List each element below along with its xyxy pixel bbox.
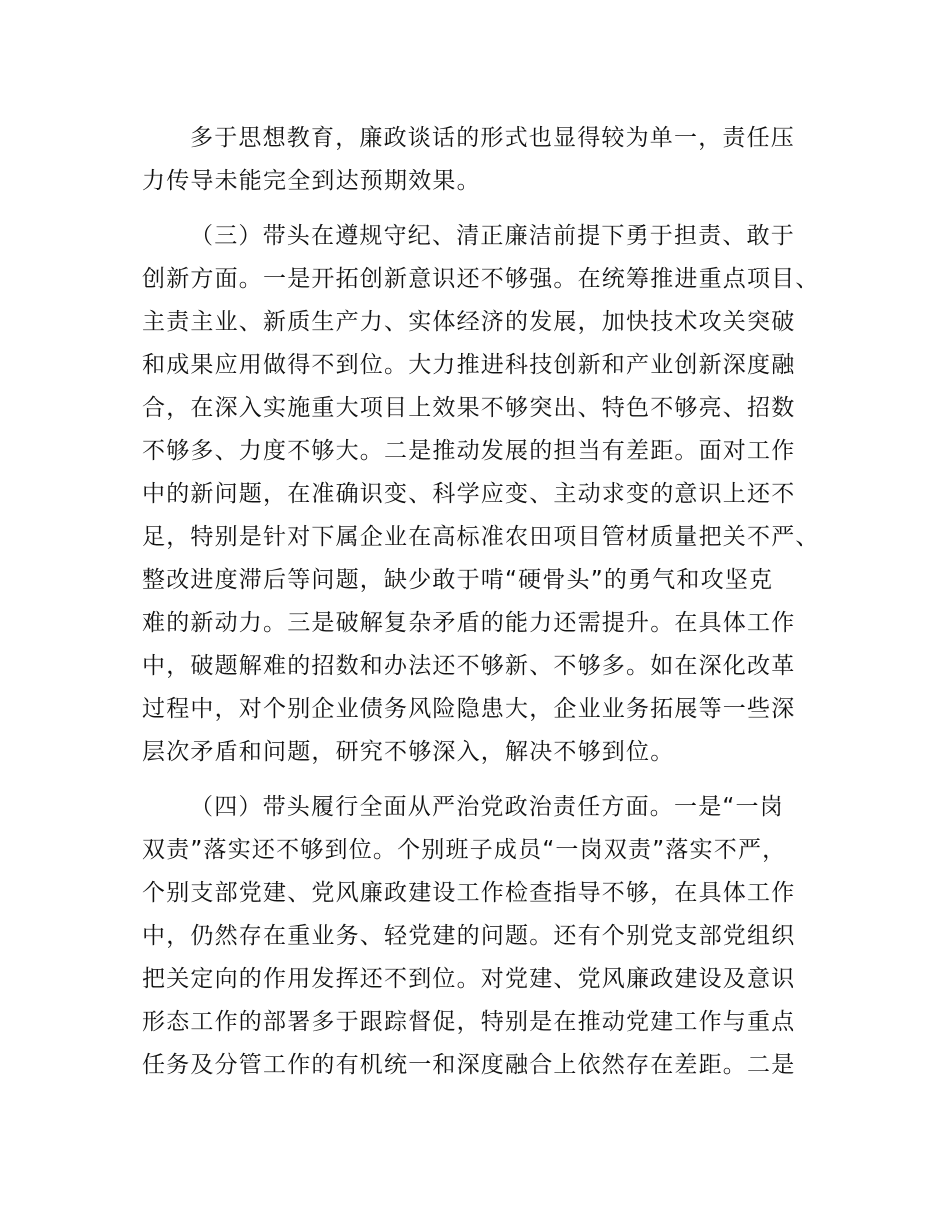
- paragraph-line: 整改进度滞后等问题，缺少敢于啃“硬骨头”的勇气和攻坚克: [142, 567, 774, 593]
- paragraph-line: （三）带头在遵规守纪、清正廉洁前提下勇于担责、敢于: [190, 223, 795, 249]
- paragraph-line: 中，仍然存在重业务、轻党建的问题。还有个别党支部党组织: [142, 923, 796, 949]
- paragraph-line: 双责”落实还不够到位。个别班子成员“一岗双责”落实不严，: [142, 837, 787, 863]
- paragraph-line: （四）带头履行全面从严治党政治责任方面。一是“一岗: [190, 794, 784, 820]
- paragraph-line: 形态工作的部署多于跟踪督促，特别是在推动党建工作与重点: [142, 1009, 796, 1035]
- paragraph-line: 主责主业、新质生产力、实体经济的发展，加快技术攻关突破: [142, 309, 796, 335]
- paragraph-line: 中的新问题，在准确识变、科学应变、主动求变的意识上还不: [142, 481, 796, 507]
- paragraph-line: 多于思想教育，廉政谈话的形式也显得较为单一，责任压: [190, 125, 795, 151]
- paragraph-line: 和成果应用做得不到位。大力推进科技创新和产业创新深度融: [142, 352, 796, 378]
- paragraph-line: 层次矛盾和问题，研究不够深入，解决不够到位。: [142, 739, 675, 765]
- paragraph-line: 足，特别是针对下属企业在高标准农田项目管材质量把关不严、: [142, 524, 820, 550]
- paragraph-line: 中，破题解难的招数和办法还不够新、不够多。如在深化改革: [142, 653, 796, 679]
- paragraph-line: 任务及分管工作的有机统一和深度融合上依然存在差距。二是: [142, 1052, 796, 1078]
- paragraph-line: 难的新动力。三是破解复杂矛盾的能力还需提升。在具体工作: [142, 610, 796, 636]
- paragraph-line: 把关定向的作用发挥还不到位。对党建、党风廉政建设及意识: [142, 966, 796, 992]
- paragraph-line: 个别支部党建、党风廉政建设工作检查指导不够，在具体工作: [142, 880, 796, 906]
- paragraph-line: 过程中，对个别企业债务风险隐患大，企业业务拓展等一些深: [142, 696, 796, 722]
- paragraph-line: 创新方面。一是开拓创新意识还不够强。在统筹推进重点项目、: [142, 266, 820, 292]
- paragraph-line: 不够多、力度不够大。二是推动发展的担当有差距。面对工作: [142, 438, 796, 464]
- paragraph-line: 力传导未能完全到达预期效果。: [142, 168, 481, 194]
- paragraph-line: 合，在深入实施重大项目上效果不够突出、特色不够亮、招数: [142, 395, 796, 421]
